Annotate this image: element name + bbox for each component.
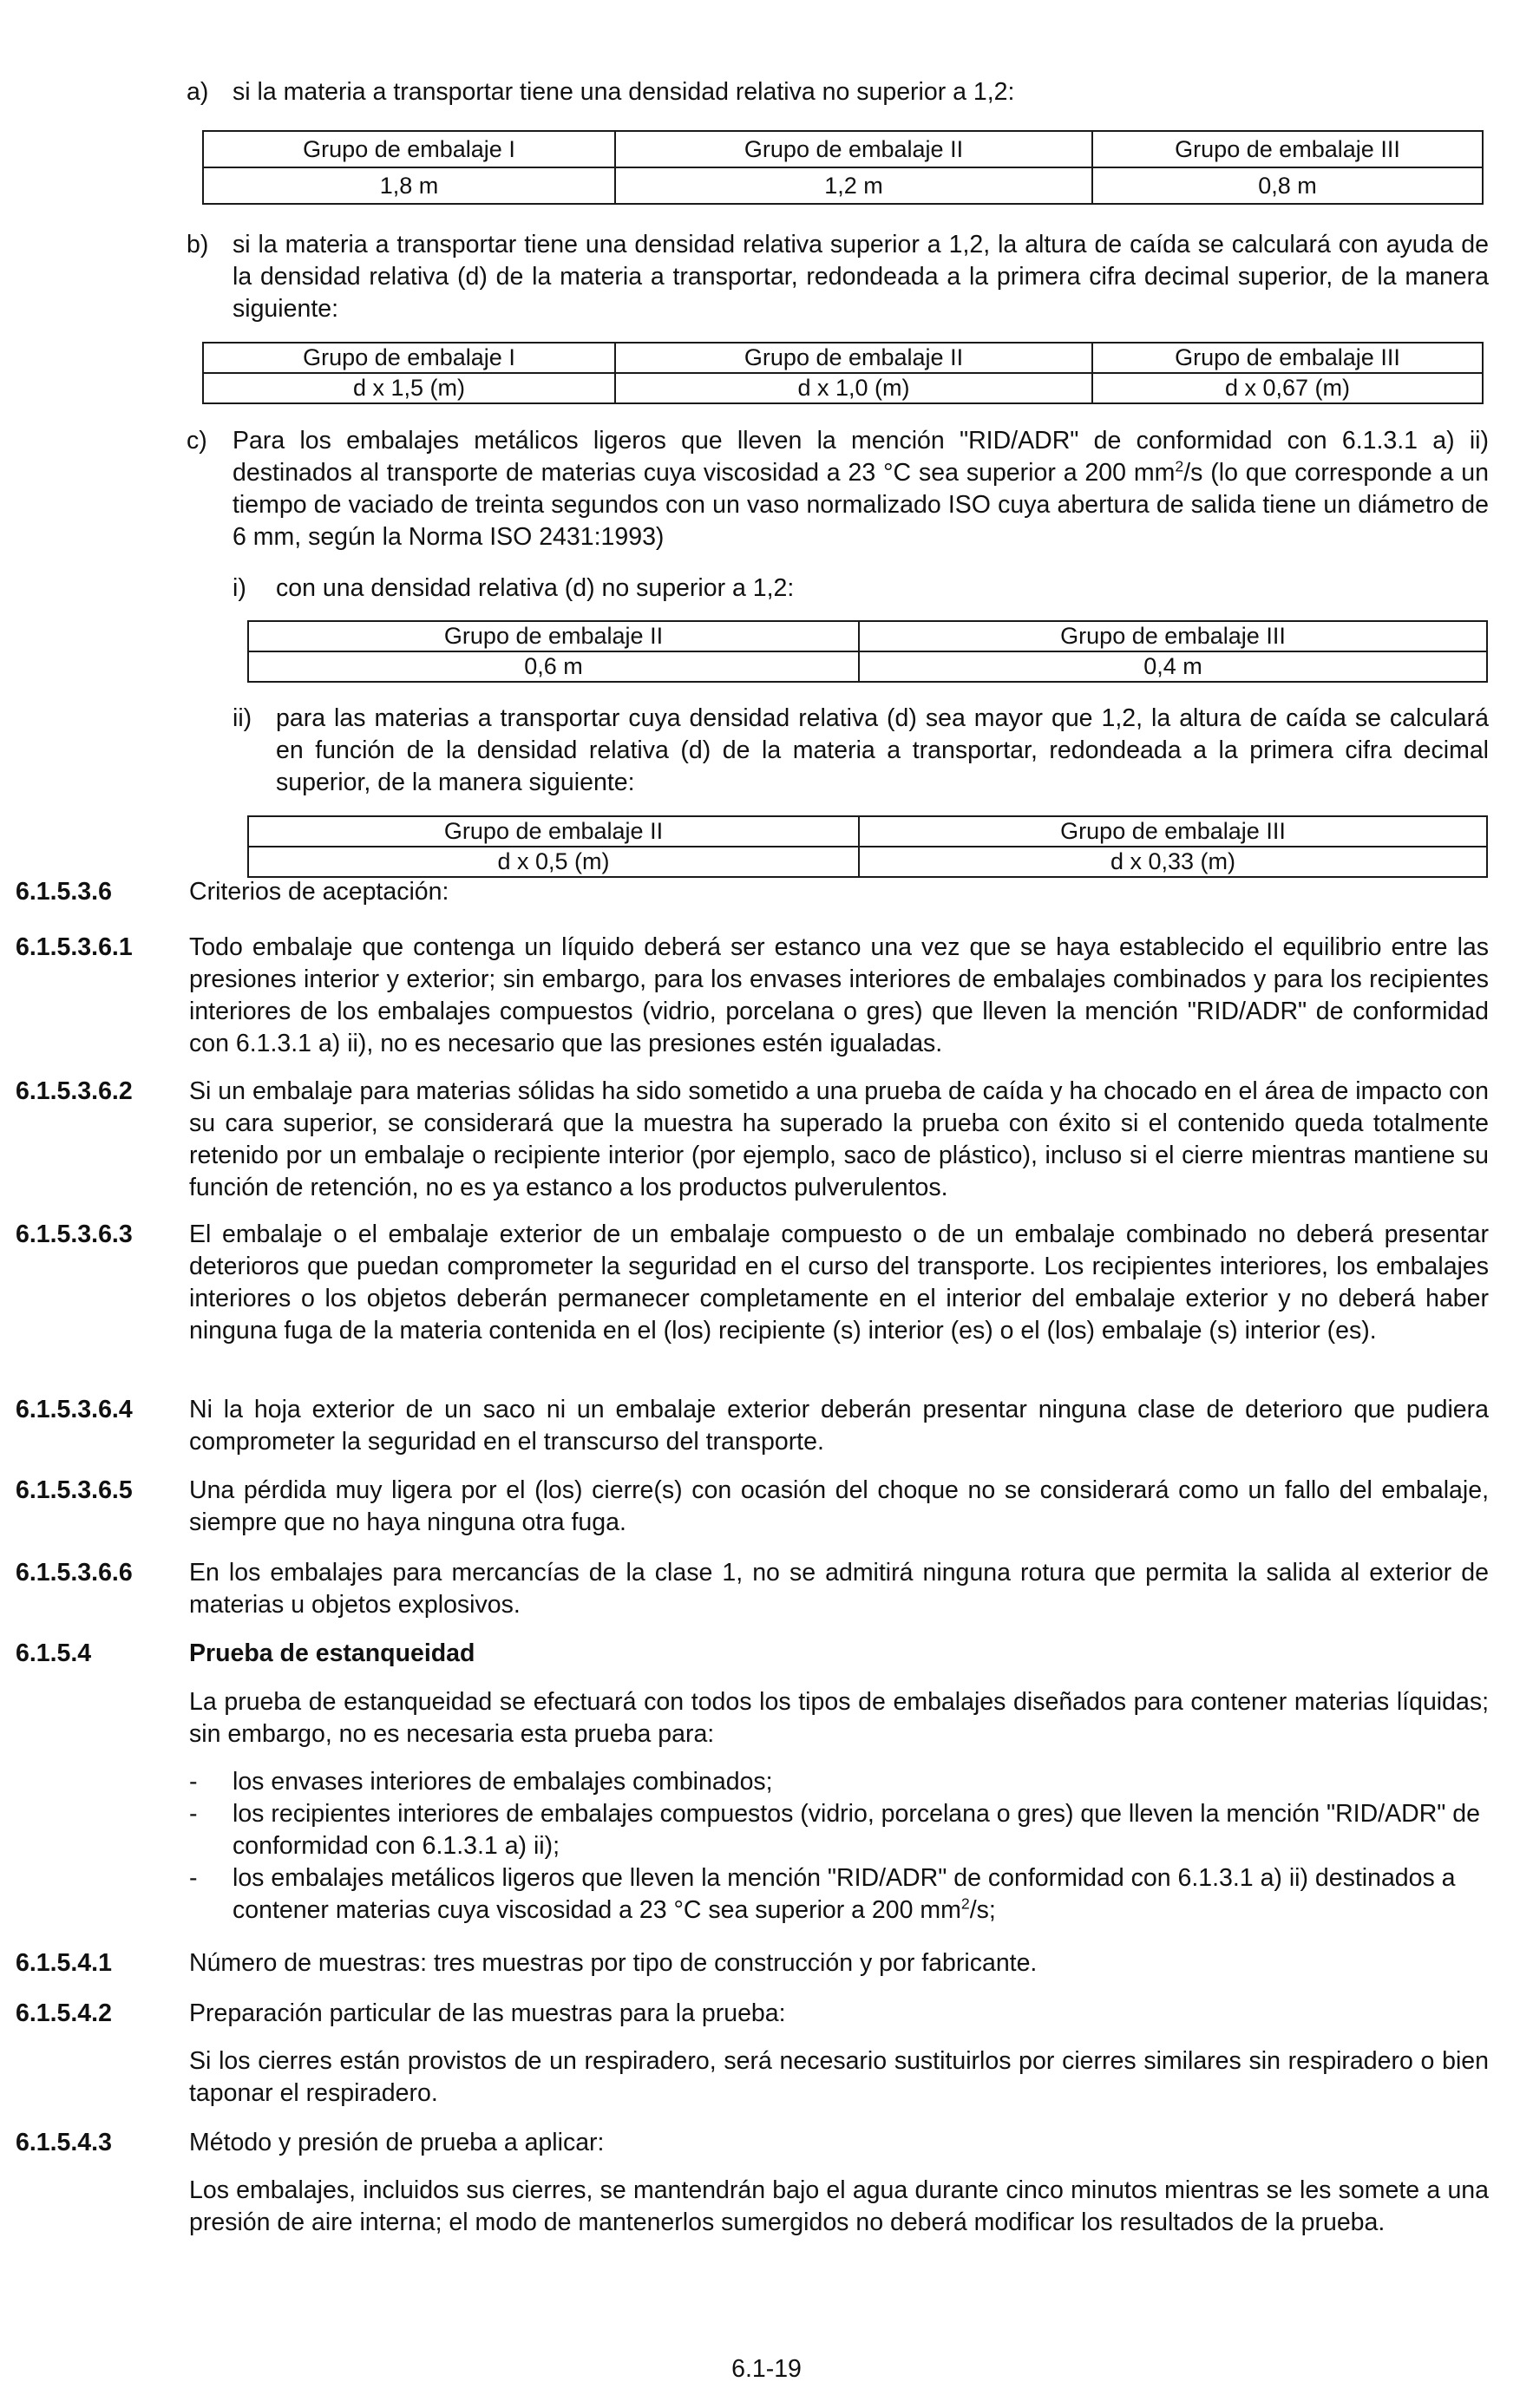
drop-height-table-a bbox=[202, 130, 1484, 205]
table-header-cell: Grupo de embalaje III bbox=[1092, 343, 1483, 373]
table-header-row bbox=[248, 621, 1487, 651]
table-header-cell: Grupo de embalaje II bbox=[248, 621, 859, 651]
table-header-row bbox=[203, 131, 1483, 167]
section-text: Método y presión de prueba a aplicar: bbox=[189, 2129, 605, 2156]
section-text: Criterios de aceptación: bbox=[189, 878, 449, 906]
section-text: Si un embalaje para materias sólidas ha sido sometido a una prueba de caída y ha chocado en el área de impacto con su cara superior, se considerará que la muestra ha superado la prueba con éxito si el contenido queda totalmente retenido por un embalaje o recipiente interior (por ejemplo, saco de plástico), incluso si el cierre mientras mantiene su función de retención, no es ya estanco a los productos pulverulentos. bbox=[189, 1077, 1489, 1201]
table-cell: d x 1,5 (m) bbox=[203, 373, 615, 403]
table-cell: 1,2 m bbox=[615, 167, 1092, 204]
table-header-row bbox=[203, 343, 1483, 373]
section-text: Número de muestras: tres muestras por tipo de construcción y por fabricante. bbox=[189, 1949, 1038, 1977]
section-paragraph: Los embalajes, incluidos sus cierres, se mantendrán bajo el agua durante cinco minutos mientras se les somete a una presión de aire interna; el modo de mantenerlos sumergidos no deberá modificar los resultados de la prueba. bbox=[189, 2176, 1489, 2236]
table-cell: d x 0,5 (m) bbox=[248, 847, 859, 877]
table-header-cell: Grupo de embalaje III bbox=[1092, 131, 1483, 167]
table-header-cell: Grupo de embalaje I bbox=[203, 343, 615, 373]
section-number: 6.1.5.3.6 bbox=[16, 878, 112, 906]
drop-height-table-c-ii bbox=[247, 815, 1488, 878]
section-number: 6.1.5.3.6.1 bbox=[16, 933, 133, 961]
section-intro: La prueba de estanqueidad se efectuará con todos los tipos de embalajes diseñados para contener materias líquidas; sin embargo, no es necesaria esta prueba para: bbox=[189, 1688, 1489, 1748]
item-b-letter: b) bbox=[187, 231, 209, 258]
section-number: 6.1.5.3.6.2 bbox=[16, 1077, 133, 1105]
table-cell: d x 1,0 (m) bbox=[615, 373, 1092, 403]
table-row bbox=[248, 651, 1487, 682]
section-text: Todo embalaje que contenga un líquido deberá ser estanco una vez que se haya establecido el equilibrio entre las presiones interior y exterior; sin embargo, para los envases interiores de embalajes combinados y para los recipientes interiores de los embalajes compuestos (vidrio, porcelana o gres) que lleven la mención "RID/ADR" de conformidad con 6.1.3.1 a) ii), no es necesario que las presiones estén igualadas. bbox=[189, 933, 1489, 1057]
section-text: Una pérdida muy ligera por el (los) cierre(s) con ocasión del choque no se considerará como un fallo del embalaje, siempre que no haya ninguna otra fuga. bbox=[189, 1476, 1489, 1536]
list-item bbox=[189, 1798, 1489, 1862]
item-c-text: Para los embalajes metálicos ligeros que lleven la mención "RID/ADR" de conformidad con 6.1.3.1 a) ii) destinados al transporte de materias cuya viscosidad a 23 °C sea superior a 200 $mm^2/s$ (lo que corresponde a un tiempo de vaciado de treinta segundos con un vaso normalizado ISO cuya abertura de salida tiene un diámetro de 6 mm, según la Norma ISO 2431:1993) bbox=[233, 427, 1489, 551]
table-cell: d x 0,33 (m) bbox=[859, 847, 1487, 877]
table-cell: 1,8 m bbox=[203, 167, 615, 204]
table-header-cell: Grupo de embalaje III bbox=[859, 816, 1487, 847]
item-c-ii-label: ii) bbox=[233, 704, 252, 732]
list-item-text: los recipientes interiores de embalajes compuestos (vidrio, porcelana o gres) que lleven la mención "RID/ADR" de conformidad con 6.1.3.1 a) ii); bbox=[233, 1800, 1481, 1860]
table-cell: 0,6 m bbox=[248, 651, 859, 682]
section-number: 6.1.5.3.6.5 bbox=[16, 1476, 133, 1504]
section-text: En los embalajes para mercancías de la clase 1, no se admitirá ninguna rotura que permita la salida al exterior de materias u objetos explosivos. bbox=[189, 1559, 1489, 1619]
section-number: 6.1.5.4.2 bbox=[16, 1999, 112, 2027]
exemption-list bbox=[189, 1766, 1489, 1927]
list-dash: - bbox=[189, 1768, 198, 1796]
section-number: 6.1.5.3.6.3 bbox=[16, 1220, 133, 1248]
list-dash: - bbox=[189, 1864, 198, 1892]
table-cell: d x 0,67 (m) bbox=[1092, 373, 1483, 403]
item-a-text: si la materia a transportar tiene una densidad relativa no superior a 1,2: bbox=[233, 78, 1015, 106]
table-cell: 0,4 m bbox=[859, 651, 1487, 682]
section-number: 6.1.5.3.6.4 bbox=[16, 1396, 133, 1423]
table-row bbox=[203, 167, 1483, 204]
section-heading: Prueba de estanqueidad bbox=[189, 1639, 475, 1667]
section-number: 6.1.5.4.1 bbox=[16, 1949, 112, 1977]
table-header-cell: Grupo de embalaje II bbox=[615, 343, 1092, 373]
drop-height-table-b bbox=[202, 342, 1484, 404]
section-text: Preparación particular de las muestras para la prueba: bbox=[189, 1999, 786, 2027]
item-c-letter: c) bbox=[187, 427, 207, 455]
table-row bbox=[248, 847, 1487, 877]
table-row bbox=[203, 373, 1483, 403]
table-header-cell: Grupo de embalaje I bbox=[203, 131, 615, 167]
item-c-i-label: i) bbox=[233, 574, 246, 602]
list-dash: - bbox=[189, 1800, 198, 1828]
section-number: 6.1.5.3.6.6 bbox=[16, 1559, 133, 1587]
list-item-text: los embalajes metálicos ligeros que lleven la mención "RID/ADR" de conformidad con 6.1.3.1 a) ii) destinados a contener materias cuya viscosidad a 23 °C sea superior a 200 $mm^2/s$; bbox=[233, 1864, 1456, 1924]
section-text: El embalaje o el embalaje exterior de un embalaje compuesto o de un embalaje combinado no deberá presentar deterioros que puedan comprometer la seguridad en el curso del transporte. Los recipientes interiores, los embalajes interiores o los objetos deberán permanecer completamente en el interior del embalaje exterior y no deberá haber ninguna fuga de la materia contenida en el (los) recipiente (s) interior (es) o el (los) embalaje (s) interior (es). bbox=[189, 1220, 1489, 1345]
table-header-row bbox=[248, 816, 1487, 847]
item-c-ii-text: para las materias a transportar cuya densidad relativa (d) sea mayor que 1,2, la altura de caída se calculará en función de la densidad relativa (d) de la materia a transportar, redondeada a la primera cifra decimal superior, de la manera siguiente: bbox=[276, 704, 1489, 796]
table-header-cell: Grupo de embalaje II bbox=[248, 816, 859, 847]
table-header-cell: Grupo de embalaje III bbox=[859, 621, 1487, 651]
table-header-cell: Grupo de embalaje II bbox=[615, 131, 1092, 167]
item-b-text: si la materia a transportar tiene una densidad relativa superior a 1,2, la altura de caída se calculará con ayuda de la densidad relativa (d) de la materia a transportar, redondeada a la primera cifra decimal superior, de la manera siguiente: bbox=[233, 231, 1489, 323]
section-number: 6.1.5.4 bbox=[16, 1639, 92, 1667]
list-item-text: los envases interiores de embalajes combinados; bbox=[233, 1768, 773, 1796]
page-number: 6.1-19 bbox=[731, 2355, 802, 2383]
section-number: 6.1.5.4.3 bbox=[16, 2129, 112, 2156]
item-a-letter: a) bbox=[187, 78, 209, 106]
section-paragraph: Si los cierres están provistos de un respiradero, será necesario sustituirlos por cierres similares sin respiradero o bien taponar el respiradero. bbox=[189, 2047, 1489, 2107]
section-text: Ni la hoja exterior de un saco ni un embalaje exterior deberán presentar ninguna clase de deterioro que pudiera comprometer la seguridad en el transcurso del transporte. bbox=[189, 1396, 1489, 1456]
drop-height-table-c-i bbox=[247, 620, 1488, 683]
item-c-i-text: con una densidad relativa (d) no superior a 1,2: bbox=[276, 574, 795, 602]
list-item bbox=[189, 1862, 1489, 1927]
list-item bbox=[189, 1766, 1489, 1798]
table-cell: 0,8 m bbox=[1092, 167, 1483, 204]
